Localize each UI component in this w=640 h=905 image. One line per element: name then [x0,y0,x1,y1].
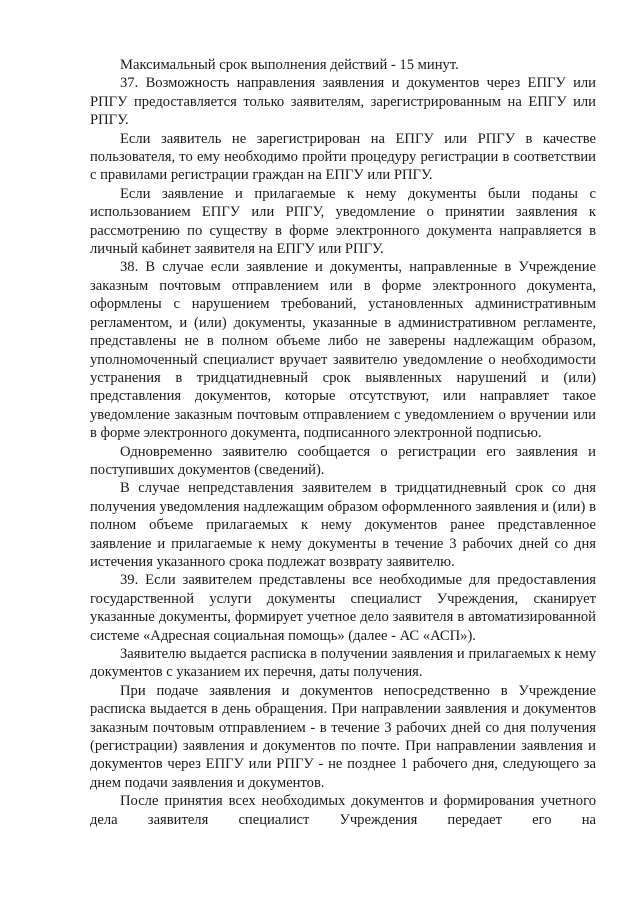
paragraph-registration: Если заявитель не зарегистрирован на ЕПГУ или РПГУ в качестве пользователя, то ему необходимо пройти процедуру регистрации в соответствии с правилами регистрации граждан на ЕПГУ или РПГУ. [90,130,596,184]
paragraph-non-submission: В случае непредставления заявителем в тридцатидневный срок со дня получения уведомления надлежащим образом оформленного заявления и (или) в полном объеме прилагаемых к нему документов ранее представленное заявление и прилагаемые к нему документы в течение 3 рабочих дней со дня истечения указанного срока подлежат возврату заявителю. [90,480,596,570]
paragraph-37: 37. Возможность направления заявления и документов через ЕПГУ или РПГУ предоставляется только заявителям, зарегистрированным на ЕПГУ или РПГУ. [90,75,596,129]
paragraph-simultaneous: Одновременно заявителю сообщается о регистрации его заявления и поступивших документов (сведений). [90,443,596,478]
paragraph-38: 38. В случае если заявление и документы, направленные в Учреждение заказным почтовым отправлением или в форме электронного документа, оформлены с нарушением требований, установленных административным регламентом, и (или) документы, указанные в административном регламенте, представлены не в полном объеме либо не заверены надлежащим образом, уполномоченный специалист вручает заявителю уведомление о необходимости устранения в тридцатидневный срок выявленных нарушений и (или) представления документов, которые отсутствуют, или направляет такое уведомление заказным почтовым отправлением с уведомлением о вручении или в форме электронного документа, подписанного электронной подписью. [90,259,596,442]
paragraph-after-acceptance: После принятия всех необходимых документов и формирования учетного дела заявителя специалист Учреждения передает его на [90,793,596,828]
paragraph-receipt-timing: При подаче заявления и документов непосредственно в Учреждение расписка выдается в день обращения. При направлении заявления и документов заказным почтовым отправлением - в течение 3 рабочих дней со дня получения (регистрации) заявления и документов по почте. При направлении заявления и документов через ЕПГУ или РПГУ - не позднее 1 рабочего дня, следующего за днем подачи заявления и документов. [90,682,596,791]
paragraph-notification: Если заявление и прилагаемые к нему документы были поданы с использованием ЕПГУ или РПГУ, уведомление о принятии заявления к рассмотрению по существу в форме электронного документа направляется в личный кабинет заявителя на ЕПГУ или РПГУ. [90,185,596,258]
paragraph-max-time: Максимальный срок выполнения действий - 15 минут. [120,57,459,73]
paragraph-39: 39. Если заявителем представлены все необходимые для предоставления государственной услуги документы специалист Учреждения, сканирует указанные документы, формирует учетное дело заявителя в автоматизированной системе «Адресная социальная помощь» (далее - АС «АСП»). [90,572,596,644]
document-text [90,56,596,829]
paragraph-receipt: Заявителю выдается расписка в получении заявления и прилагаемых к нему документов с указанием их перечня, даты получения. [90,646,596,681]
